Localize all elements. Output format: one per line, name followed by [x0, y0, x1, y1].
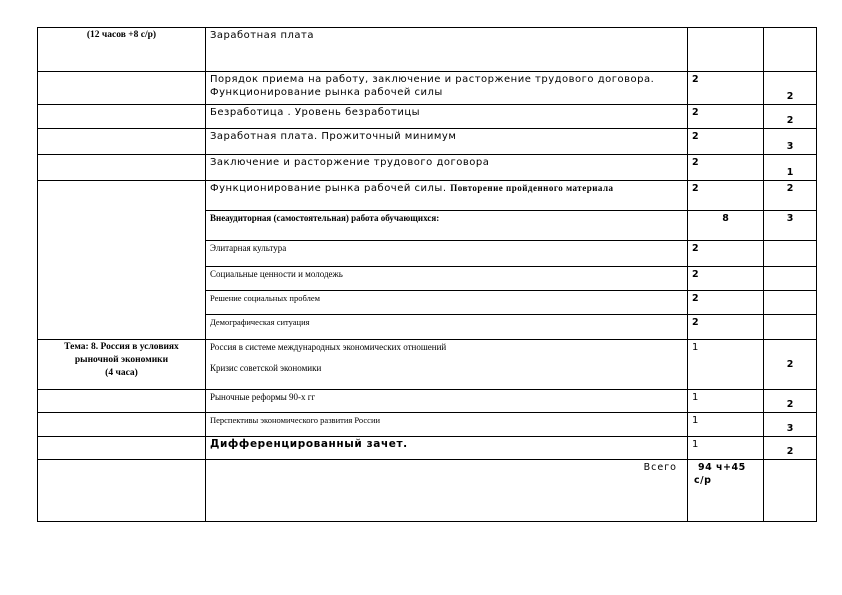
topic-text: Заработная плата. Прожиточный минимум [210, 131, 457, 142]
level-cell [764, 181, 817, 211]
topic-cell [206, 267, 688, 291]
table-row [38, 211, 817, 241]
level-value: 2 [786, 446, 794, 457]
table-row [38, 437, 817, 460]
table-row [38, 72, 817, 105]
topic-text-line2: Функционирование рынка рабочей силы [210, 87, 443, 98]
theme-title-line1: Тема: 8. Россия в условиях [64, 342, 179, 352]
topic-text: Внеаудиторная (самостоятельная) работа обучающихся: [210, 213, 440, 223]
level-cell [764, 211, 817, 241]
topic-cell [206, 390, 688, 413]
hours-cell [688, 181, 764, 211]
topic-text: Дифференцированный зачет. [210, 438, 408, 450]
table-row [38, 181, 817, 211]
theme-cell [38, 437, 206, 460]
hours-value: 2 [692, 243, 699, 254]
hours-value: 2 [692, 157, 699, 168]
hours-value: 1 [692, 415, 699, 426]
theme-cell [38, 155, 206, 181]
theme-cell [38, 315, 206, 340]
level-value: 2 [786, 115, 794, 126]
level-cell [764, 413, 817, 437]
table-row [38, 340, 817, 390]
topic-cell [206, 315, 688, 340]
hours-value: 2 [692, 107, 699, 118]
table-row [38, 315, 817, 340]
level-value: 2 [786, 91, 794, 102]
topic-cell [206, 460, 688, 522]
hours-value: 2 [692, 74, 699, 85]
topic-cell [206, 211, 688, 241]
level-cell [764, 28, 817, 72]
table-row [38, 241, 817, 267]
hours-cell [688, 340, 764, 390]
hours-value: 8 [722, 213, 729, 224]
theme-cell [38, 181, 206, 211]
topic-cell [206, 181, 688, 211]
topic-text-line1: Россия в системе международных экономических отношений [210, 342, 447, 352]
hours-value: 2 [692, 293, 699, 304]
table-row [38, 155, 817, 181]
level-cell [764, 267, 817, 291]
theme-cell [38, 413, 206, 437]
topic-cell [206, 241, 688, 267]
topic-text: Демографическая ситуация [210, 317, 310, 327]
level-cell [764, 155, 817, 181]
topic-cell [206, 28, 688, 72]
hours-cell [688, 315, 764, 340]
theme-hours-note: (12 часов +8 с/р) [86, 30, 157, 40]
topic-text: Безработица . Уровень безработицы [210, 107, 421, 118]
total-value-line1: 94 ч+45 [698, 462, 746, 473]
table-row [38, 413, 817, 437]
topic-text: Функционирование рынка рабочей силы. [210, 183, 451, 194]
theme-cell [38, 241, 206, 267]
hours-cell [688, 460, 764, 522]
theme-hours: (4 часа) [105, 368, 138, 378]
topic-text: Элитарная культура [210, 243, 287, 253]
table-row [38, 267, 817, 291]
hours-cell [688, 105, 764, 129]
hours-value: 1 [692, 342, 699, 353]
level-value: 3 [786, 141, 794, 152]
topic-text: Перспективы экономического развития России [210, 415, 381, 425]
theme-cell [38, 390, 206, 413]
topic-text: Решение социальных проблем [210, 293, 320, 303]
topic-text-bold: Повторение пройденного материала [450, 183, 614, 193]
theme-cell [38, 291, 206, 315]
hours-cell [688, 72, 764, 105]
curriculum-table [37, 27, 817, 522]
table-row [38, 291, 817, 315]
level-value: 2 [786, 183, 794, 194]
topic-text-line1: Порядок приема на работу, заключение и расторжение трудового договора. [210, 74, 655, 85]
hours-value: 2 [692, 131, 699, 142]
topic-text: Социальные ценности и молодежь [210, 269, 343, 279]
topic-cell [206, 72, 688, 105]
total-value-line2: с/р [694, 475, 712, 486]
hours-value: 2 [692, 317, 699, 328]
topic-cell [206, 437, 688, 460]
hours-cell [688, 241, 764, 267]
hours-cell [688, 413, 764, 437]
topic-text-line2: Кризис советской экономики [210, 363, 322, 373]
topic-cell [206, 155, 688, 181]
theme-cell [38, 105, 206, 129]
table-row [38, 105, 817, 129]
hours-cell [688, 437, 764, 460]
level-cell [764, 340, 817, 390]
hours-value: 2 [692, 269, 699, 280]
theme-cell [38, 28, 206, 72]
level-value: 3 [786, 213, 794, 224]
level-cell [764, 291, 817, 315]
topic-text: Рыночные реформы 90-х гг [210, 392, 316, 402]
level-cell [764, 72, 817, 105]
theme-cell [38, 211, 206, 241]
hours-value: 1 [692, 439, 699, 450]
topic-text: Заработная плата [210, 30, 314, 41]
hours-cell [688, 155, 764, 181]
topic-cell [206, 105, 688, 129]
theme-cell [38, 129, 206, 155]
level-cell [764, 460, 817, 522]
table-row-total [38, 460, 817, 522]
hours-cell [688, 211, 764, 241]
level-value: 2 [786, 399, 794, 410]
level-cell [764, 129, 817, 155]
hours-value: 1 [692, 392, 699, 403]
hours-cell [688, 390, 764, 413]
level-cell [764, 105, 817, 129]
theme-cell [38, 340, 206, 390]
hours-cell [688, 129, 764, 155]
hours-cell [688, 267, 764, 291]
level-cell [764, 315, 817, 340]
topic-cell [206, 291, 688, 315]
theme-cell [38, 460, 206, 522]
total-label: Всего [643, 462, 677, 473]
table-row [38, 390, 817, 413]
topic-cell [206, 340, 688, 390]
hours-cell [688, 28, 764, 72]
hours-value: 2 [692, 183, 699, 194]
level-cell [764, 437, 817, 460]
theme-title-line2: рыночной экономики [74, 355, 169, 365]
theme-cell [38, 72, 206, 105]
table-row [38, 129, 817, 155]
topic-cell [206, 413, 688, 437]
level-cell [764, 390, 817, 413]
level-value: 1 [786, 167, 794, 178]
level-value: 2 [786, 359, 794, 370]
level-cell [764, 241, 817, 267]
topic-text: Заключение и расторжение трудового договора [210, 157, 490, 168]
level-value: 3 [786, 423, 794, 434]
topic-cell [206, 129, 688, 155]
hours-cell [688, 291, 764, 315]
table-row [38, 28, 817, 72]
theme-cell [38, 267, 206, 291]
